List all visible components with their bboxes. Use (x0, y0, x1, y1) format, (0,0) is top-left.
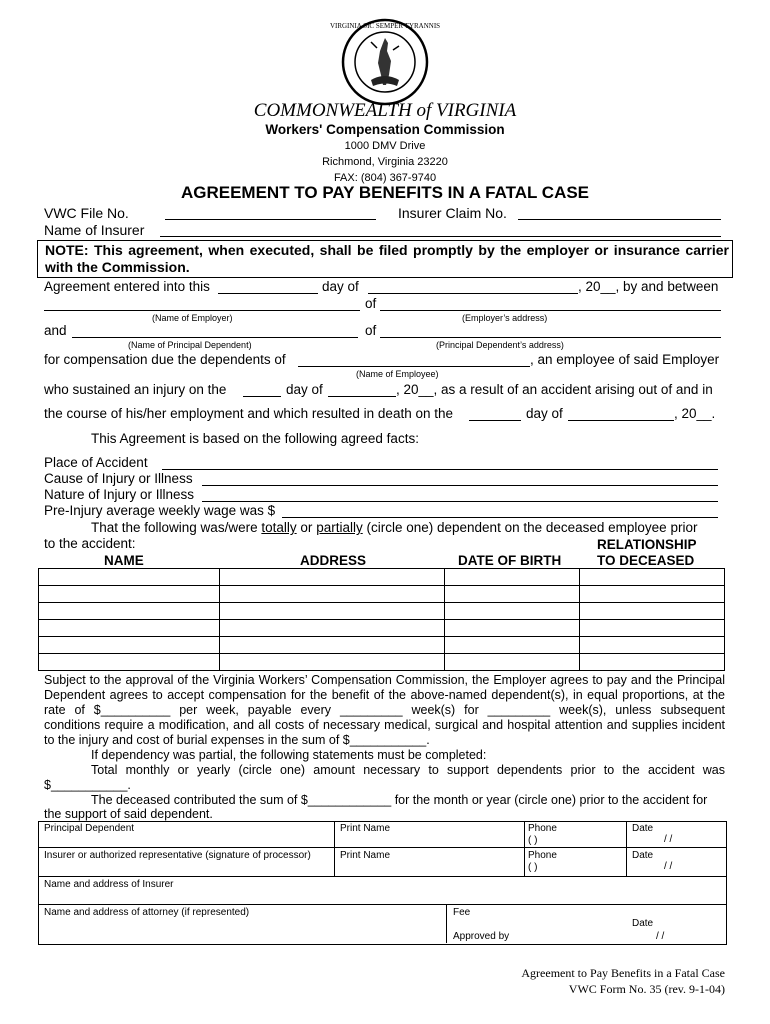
agreement-entered-label: Agreement entered into this (44, 279, 210, 294)
employer-name-field[interactable] (44, 310, 360, 311)
table-cell[interactable] (39, 620, 220, 637)
table-cell[interactable] (219, 620, 445, 637)
agreed-facts-heading: This Agreement is based on the following agreed facts: (91, 431, 419, 446)
col-address-header: ADDRESS (300, 553, 367, 568)
date-field-2[interactable]: / / (664, 861, 673, 872)
place-of-accident-field[interactable] (162, 469, 718, 470)
table-cell[interactable] (580, 586, 725, 603)
weekly-wage-field[interactable] (282, 517, 718, 518)
address-line-1: 1000 DMV Drive (344, 140, 426, 152)
col-relationship-header: RELATIONSHIP (597, 537, 697, 552)
date-label-1: Date (632, 823, 654, 834)
name-of-principal-dependent-caption: (Name of Principal Dependent) (128, 340, 252, 350)
table-cell[interactable] (39, 603, 220, 620)
insurer-claim-no-label: Insurer Claim No. (398, 205, 507, 221)
vwc-file-no-field[interactable] (165, 219, 376, 220)
employer-address-field[interactable] (380, 310, 721, 311)
injury-day-of-label: day of (286, 382, 323, 397)
terms-line-1: Subject to the approval of the Virginia Workers’ Compensation Commission, the Employer agrees to pay and the Principal (44, 673, 725, 687)
table-cell[interactable] (580, 569, 725, 586)
table-cell[interactable] (580, 654, 725, 671)
principal-dependent-sign-label: Principal Dependent (44, 823, 135, 834)
terms-line-4: conditions require a modification, and all costs of necessary medical, surgical and hospital attention and supplies incident (44, 718, 725, 732)
commission-name: Workers' Compensation Commission (265, 122, 505, 137)
death-day-of-label: day of (526, 406, 563, 421)
sustained-injury-label: who sustained an injury on the (44, 382, 227, 397)
totally-option[interactable]: totally (261, 520, 297, 535)
note-text: NOTE: This agreement, when executed, shall be filed promptly by the employer or insurance carrier with the Commission. (45, 242, 729, 275)
cause-of-injury-field[interactable] (202, 485, 718, 486)
col-dob-header: DATE OF BIRTH (458, 553, 562, 568)
partially-option[interactable]: partially (316, 520, 363, 535)
principal-dependent-address-caption: (Principal Dependent’s address) (436, 340, 564, 350)
injury-day-field[interactable] (243, 396, 281, 397)
col-name-header: NAME (104, 553, 144, 568)
print-name-label-1: Print Name (340, 823, 391, 834)
total-amount-line: Total monthly or yearly (circle one) amount necessary to support dependents prior to the accident was (91, 763, 725, 777)
table-cell[interactable] (445, 654, 580, 671)
attorney-name-address-label: Name and address of attorney (if represented) (44, 907, 250, 918)
table-cell[interactable] (580, 637, 725, 654)
insurer-claim-no-field[interactable] (518, 219, 721, 220)
seal-inscription: VIRGINIA SIC SEMPER TYRANNIS (329, 22, 441, 30)
an-employee-label: , an employee of said Employer (530, 352, 720, 367)
phone-field-2[interactable]: ( ) (528, 862, 538, 873)
to-the-accident-label: to the accident: (44, 536, 136, 551)
print-name-label-2: Print Name (340, 850, 391, 861)
phone-label-2: Phone (528, 850, 557, 861)
table-cell[interactable] (445, 586, 580, 603)
insurer-name-address-label: Name and address of Insurer (44, 879, 174, 890)
dependency-statement: That the following was/were totally or partially (circle one) dependent on the deceased employee prior (91, 520, 698, 535)
place-of-accident-label: Place of Accident (44, 455, 148, 470)
table-cell[interactable] (219, 654, 445, 671)
and-label: and (44, 323, 67, 338)
nature-of-injury-label: Nature of Injury or Illness (44, 487, 195, 502)
table-cell[interactable] (219, 586, 445, 603)
injury-month-field[interactable] (328, 396, 396, 397)
commonwealth-heading: COMMONWEALTH of VIRGINIA (253, 100, 517, 121)
day-of-label: day of (322, 279, 359, 294)
contributed-line: The deceased contributed the sum of $____________ for the month or year (circle one) prior to the accident for (91, 793, 708, 807)
death-year-label: , 20__. (674, 406, 716, 421)
table-cell[interactable] (580, 620, 725, 637)
table-cell[interactable] (580, 603, 725, 620)
name-of-insurer-label: Name of Insurer (44, 222, 145, 238)
footer-form-number: VWC Form No. 35 (rev. 9-1-04) (568, 982, 725, 996)
injury-year-label: , 20__, as a result of an accident arising out of and in (396, 382, 713, 397)
principal-dependent-name-field[interactable] (72, 337, 358, 338)
total-amount-field[interactable]: $___________. (44, 778, 131, 792)
table-cell[interactable] (445, 620, 580, 637)
footer-title: Agreement to Pay Benefits in a Fatal Case (521, 966, 725, 980)
table-row (39, 586, 725, 603)
date-label-3: Date (632, 918, 654, 929)
terms-line-2: Dependent agrees to accept compensation for the benefit of the above-named dependent(s), in equal proportions, at the (44, 688, 725, 702)
table-row (39, 569, 725, 586)
date-label-2: Date (632, 850, 654, 861)
address-line-2: Richmond, Virginia 23220 (322, 156, 448, 168)
employers-address-caption: (Employer’s address) (462, 313, 548, 323)
fee-label: Fee (453, 907, 471, 918)
col-to-deceased-header: TO DECEASED (597, 553, 695, 568)
table-cell[interactable] (219, 637, 445, 654)
support-line: the support of said dependent. (44, 807, 213, 821)
partial-dependency-note: If dependency was partial, the following statements must be completed: (91, 748, 487, 762)
approved-by-label: Approved by (453, 931, 510, 942)
table-cell[interactable] (219, 603, 445, 620)
nature-of-injury-field[interactable] (202, 501, 718, 502)
phone-label-1: Phone (528, 823, 557, 834)
of-label-1: of (365, 296, 377, 311)
table-cell[interactable] (39, 637, 220, 654)
insurer-rep-sign-label: Insurer or authorized representative (signature of processor) (44, 850, 311, 861)
terms-line-5: to the injury and cost of burial expenses in the sum of $___________. (44, 733, 430, 747)
form-title: AGREEMENT TO PAY BENEFITS IN A FATAL CASE (180, 183, 590, 202)
table-cell[interactable] (39, 586, 220, 603)
table-row (39, 637, 725, 654)
table-cell[interactable] (445, 569, 580, 586)
for-compensation-label: for compensation due the dependents of (44, 352, 286, 367)
table-cell[interactable] (39, 654, 220, 671)
agreement-day-field[interactable] (218, 293, 318, 294)
vwc-file-no-label: VWC File No. (44, 205, 129, 221)
course-of-employment-label: the course of his/her employment and which resulted in death on the (44, 406, 453, 421)
name-of-employee-caption: (Name of Employee) (356, 369, 439, 379)
of-label-2: of (365, 323, 377, 338)
death-day-field[interactable] (469, 420, 521, 421)
by-and-between-label: , 20__, by and between (578, 279, 719, 294)
table-cell[interactable] (445, 637, 580, 654)
note-box (37, 240, 733, 278)
date-field-3[interactable]: / / (656, 931, 665, 942)
weekly-wage-label: Pre-Injury average weekly wage was $ (44, 503, 276, 518)
table-cell[interactable] (39, 569, 220, 586)
death-month-field[interactable] (568, 420, 674, 421)
cause-of-injury-label: Cause of Injury or Illness (44, 471, 193, 486)
name-of-employer-caption: (Name of Employer) (152, 313, 233, 323)
virginia-seal (329, 18, 441, 106)
table-row (39, 654, 725, 671)
fax-line: FAX: (804) 367-9740 (333, 172, 437, 184)
table-cell[interactable] (219, 569, 445, 586)
name-of-insurer-field[interactable] (160, 236, 721, 237)
employee-name-field[interactable] (298, 366, 530, 367)
terms-line-3: rate of $__________ per week, payable every _________ week(s) for _________ week(s), unless subsequent (44, 703, 725, 717)
table-row (39, 603, 725, 620)
table-row (39, 620, 725, 637)
phone-field-1[interactable]: ( ) (528, 835, 538, 846)
principal-dependent-address-field[interactable] (380, 337, 721, 338)
dependents-table (38, 568, 725, 671)
date-field-1[interactable]: / / (664, 834, 673, 845)
table-cell[interactable] (445, 603, 580, 620)
agreement-month-field[interactable] (368, 293, 578, 294)
